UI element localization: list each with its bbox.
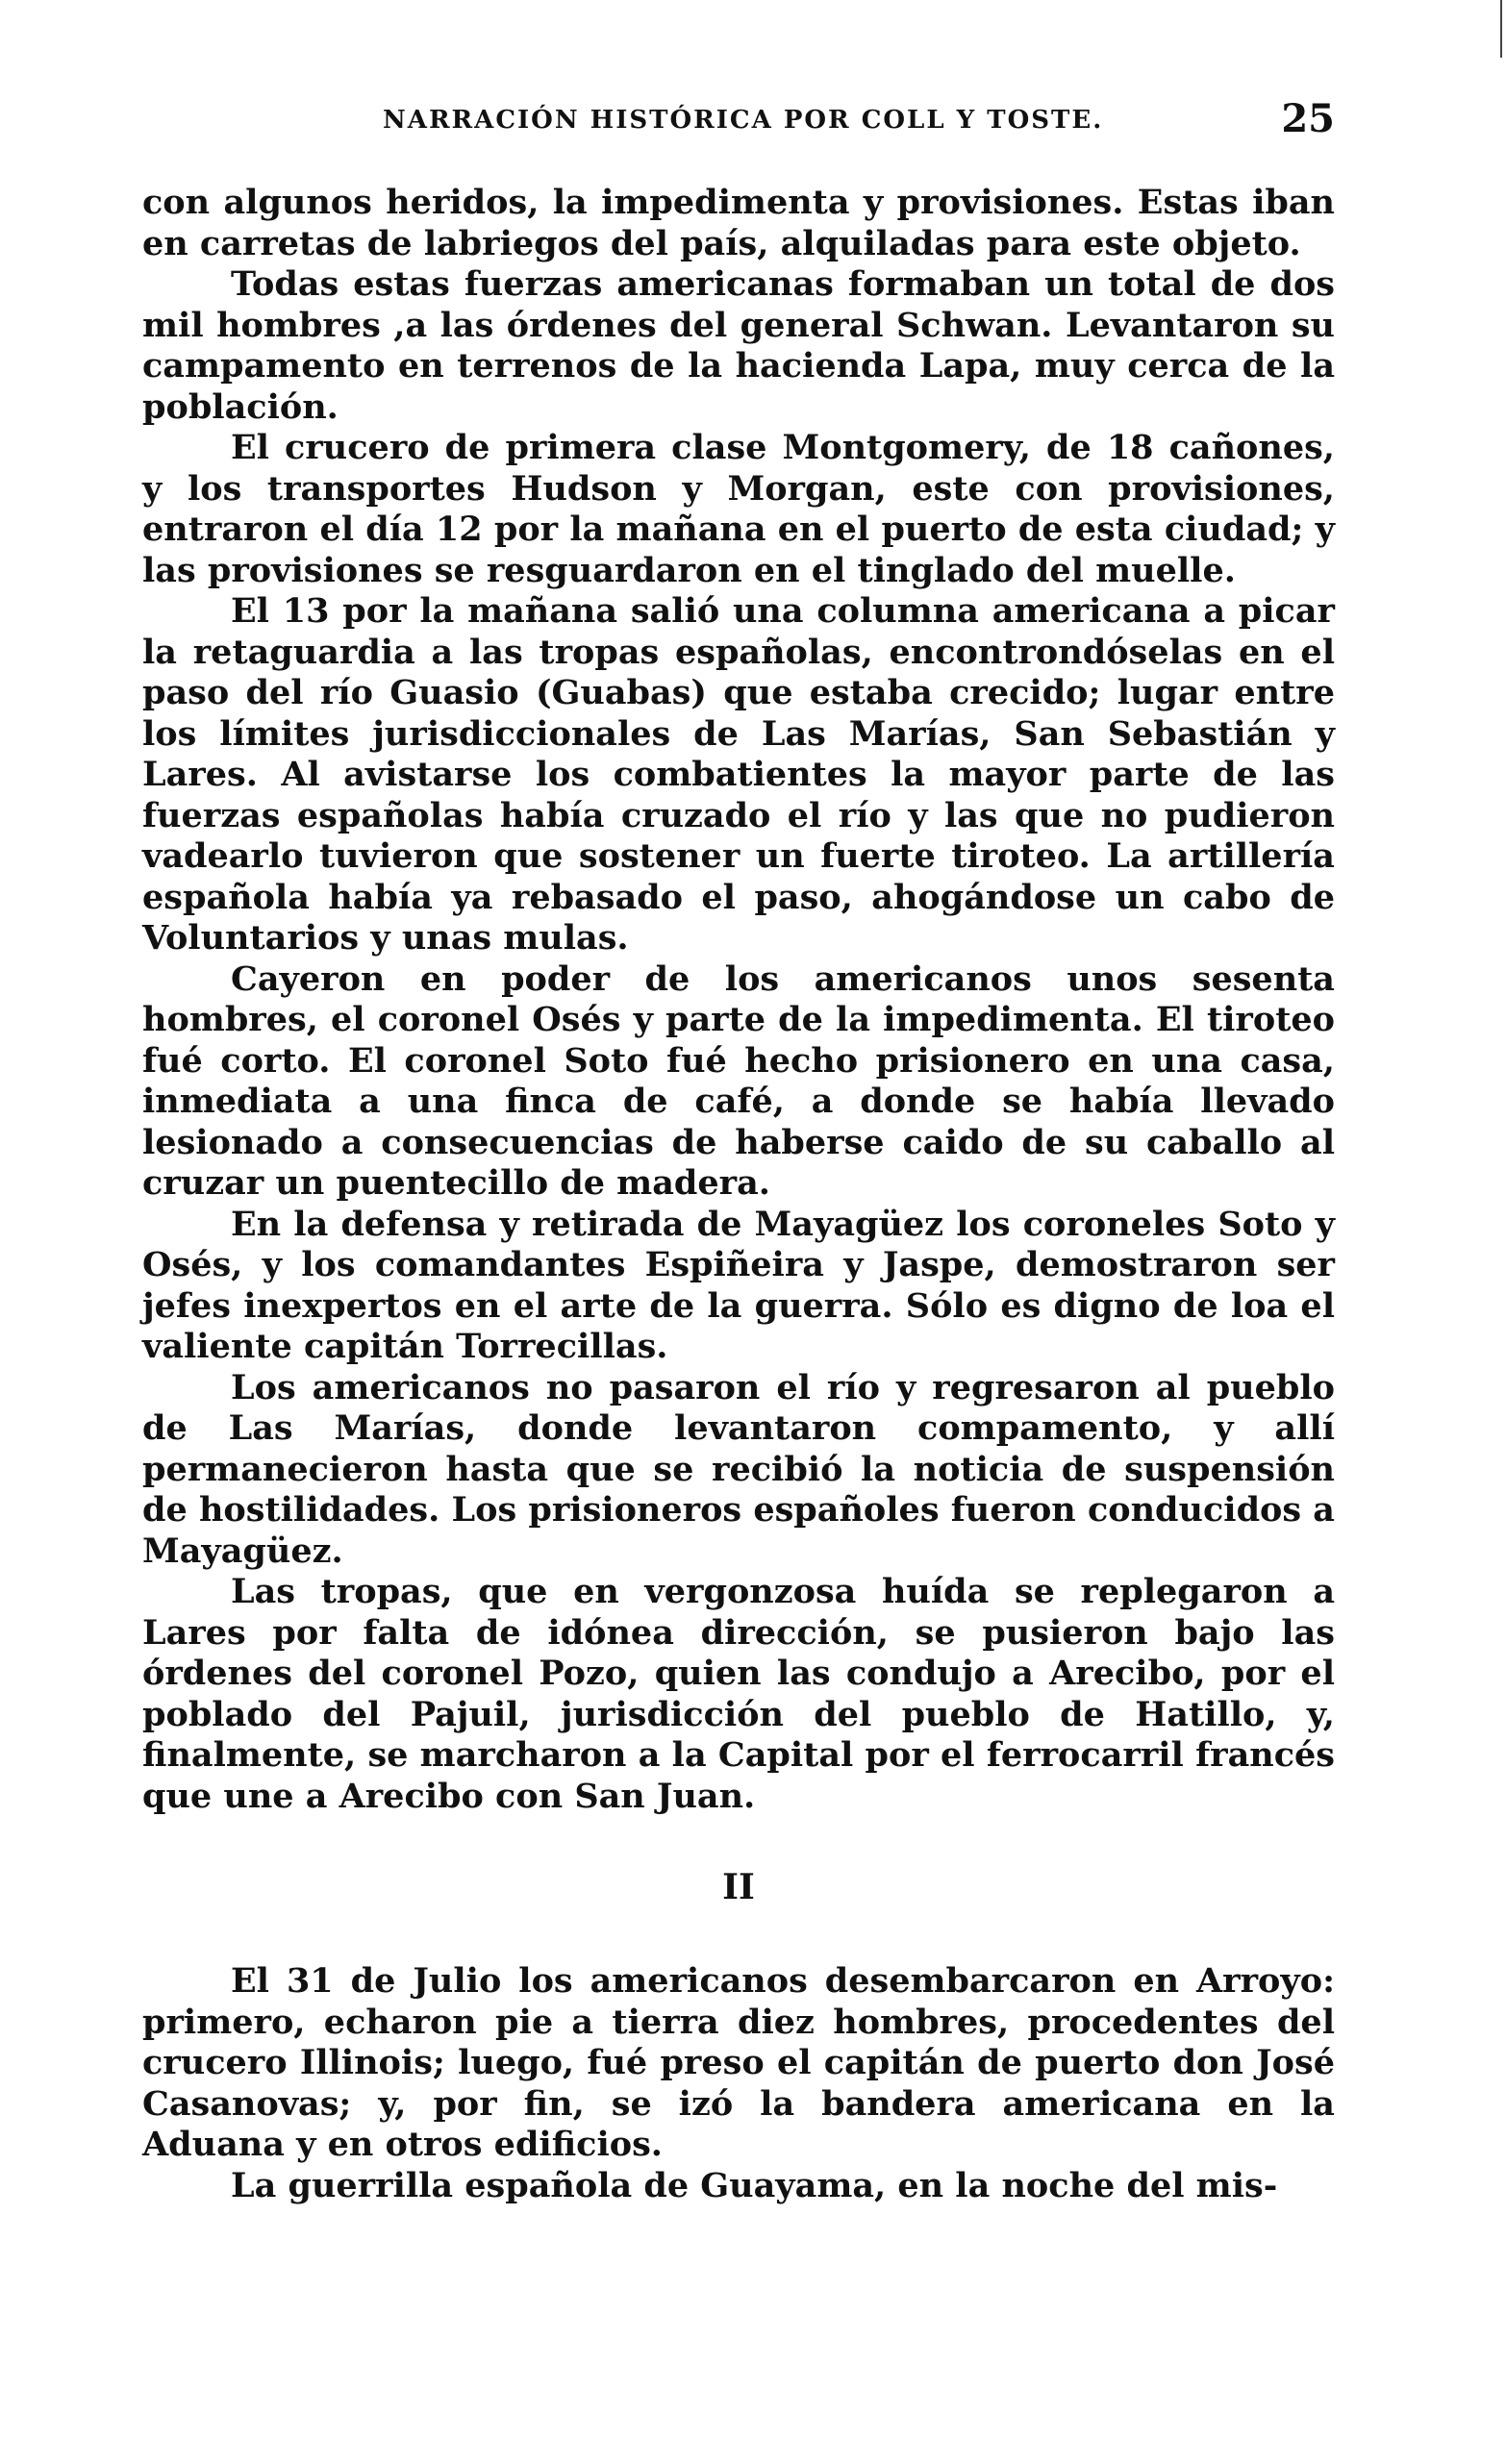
paragraph-3: El crucero de primera clase Montgomery, de 18 cañones, y los transportes Hudson y Morgan, este con provisiones, entraron el día 12 por la mañana en el puerto de esta ciudad; y las provisiones se resguardaron en el tinglado del muelle. xyxy=(142,428,1335,590)
paragraph-7: Los americanos no pasaron el río y regresaron al pueblo de Las Marías, donde levantaron compamento, y allí permanecieron hasta que se recibió la noticia de suspensión de hostilidades. Los prisioneros españoles fueron conducidos a Mayagüez. xyxy=(142,1367,1335,1571)
page-number: 25 xyxy=(1281,96,1335,141)
paragraph-1: con algunos heridos, la impedimenta y provisiones. Estas iban en carretas de labriegos del país, alquiladas para este objeto. xyxy=(142,183,1335,263)
paragraph-2: Todas estas fuerzas americanas formaban un total de dos mil hombres ,a las órdenes del general Schwan. Levantaron su campamento en terrenos de la hacienda Lapa, muy cerca de la población. xyxy=(142,264,1335,427)
section-paragraph-2: La guerrilla española de Guayama, en la noche del mis- xyxy=(231,2165,1278,2205)
body-text xyxy=(142,183,1335,2206)
paragraph-6: En la defensa y retirada de Mayagüez los coroneles Soto y Osés, y los comandantes Espiñeira y Jaspe, demostraron ser jefes inexpertos en el arte de la guerra. Sólo es digno de loa el valiente capitán Torrecillas. xyxy=(142,1204,1335,1366)
paragraph-8: Las tropas, que en vergonzosa huída se replegaron a Lares por falta de idónea dirección, se pusieron bajo las órdenes del coronel Pozo, quien las condujo a Arecibo, por el poblado del Pajuil, jurisdicción del pueblo de Hatillo, y, finalmente, se marcharon a la Capital por el ferrocarril francés que une a Arecibo con San Juan. xyxy=(142,1572,1335,1816)
section-paragraph-1: El 31 de Julio los americanos desembarcaron en Arroyo: primero, echaron pie a tierra diez hombres, procedentes del crucero Illinois; luego, fué preso el capitán de puerto don José Casanovas; y, por fin, se izó la bandera americana en la Aduana y en otros edificios. xyxy=(142,1961,1335,2164)
running-title: NARRACIÓN HISTÓRICA POR COLL Y TOSTE. xyxy=(383,106,1104,135)
book-page xyxy=(142,96,1335,2206)
running-header xyxy=(142,96,1335,154)
section-numeral: II xyxy=(722,1867,755,1907)
paragraph-4: El 13 por la mañana salió una columna americana a picar la retaguardia a las tropas españolas, encontrondóselas en el paso del río Guasio (Guabas) que estaba crecido; lugar entre los límites jurisdiccionales de Las Marías, San Sebastián y Lares. Al avistarse los combatientes la mayor parte de las fuerzas españolas había cruzado el río y las que no pudieron vadearlo tuvieron que sostener un fuerte tiroteo. La artillería española había ya rebasado el paso, ahogándose un cabo de Voluntarios y unas mulas. xyxy=(142,591,1335,958)
paragraph-5: Cayeron en poder de los americanos unos sesenta hombres, el coronel Osés y parte de la impedimenta. El tiroteo fué corto. El coronel Soto fué hecho prisionero en una casa, inmediata a una finca de café, a donde se había llevado lesionado a consecuencias de haberse caido de su caballo al cruzar un puentecillo de madera. xyxy=(142,958,1335,1203)
page-edge-rule xyxy=(1500,0,1502,58)
